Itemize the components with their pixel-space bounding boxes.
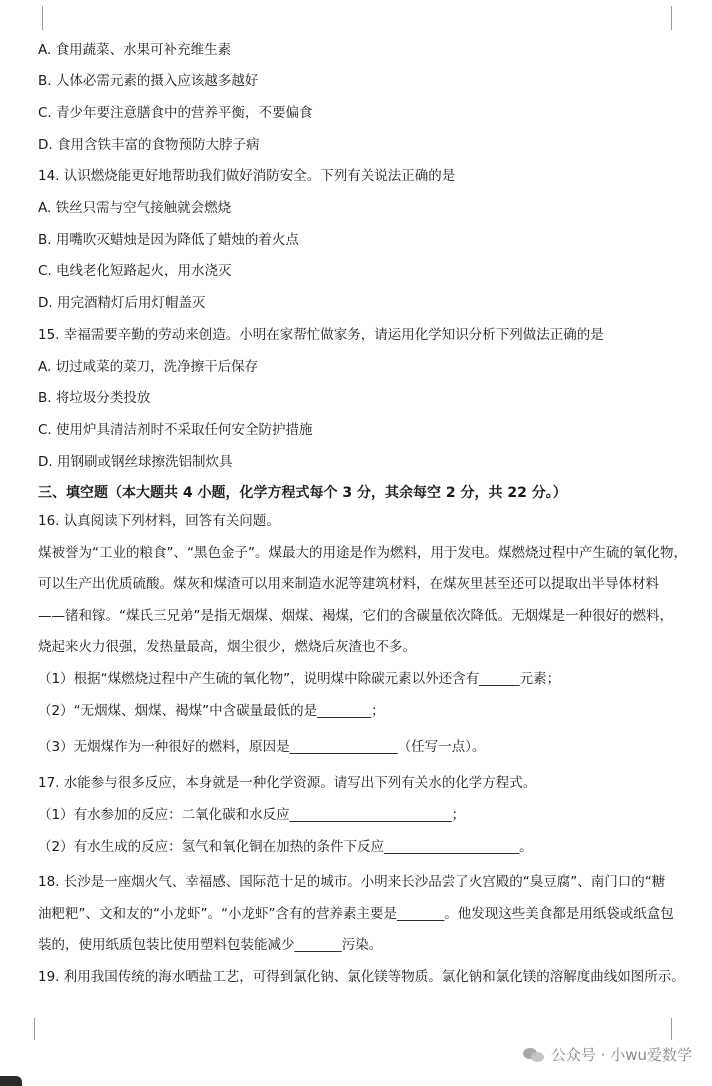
option-14b: B. 用嘴吹灭蜡烛是因为降低了蜡烛的着火点 <box>38 232 299 248</box>
option-14d: D. 用完酒精灯后用灯帽盖灭 <box>38 295 206 311</box>
option-13a: A. 食用蔬菜、水果可补充维生素 <box>38 42 232 58</box>
material-line-2: 可以生产出优质硫酸。煤灰和煤渣可以用来制造水泥等建筑材料，在煤灰里甚至还可以提取出半导体材料 <box>38 576 659 592</box>
corner-mark-top-right <box>671 6 684 30</box>
question-17: 17. 水能参与很多反应，本身就是一种化学资源。请写出下列有关水的化学方程式。 <box>38 775 537 791</box>
question-17-1: （1）有水参加的反应：二氧化碳和水反应________________________； <box>38 807 466 823</box>
watermark-text: 公众号 · 小wu爱数学 <box>550 1046 692 1064</box>
question-14: 14. 认识燃烧能更好地帮助我们做好消防安全。下列有关说法正确的是 <box>38 168 456 184</box>
corner-mark-top-left <box>30 6 43 30</box>
material-line-1: 煤被誉为“工业的粮食”、“黑色金子”。煤最大的用途是作为燃料，用于发电。煤燃烧过程中产生硫的氧化物， <box>38 545 687 561</box>
question-16-3: （3）无烟煤作为一种很好的燃料，原因是________________（任写一点）。 <box>38 739 486 755</box>
material-line-3: ——锗和镓。“煤氏三兄弟”是指无烟煤、烟煤、褐煤，它们的含碳量依次降低。无烟煤是一种很好的燃料， <box>38 608 673 624</box>
question-15: 15. 幸福需要辛勤的劳动来创造。小明在家帮忙做家务，请运用化学知识分析下列做法正确的是 <box>38 327 604 343</box>
corner-tab <box>0 1076 22 1086</box>
option-15c: C. 使用炉具清洁剂时不采取任何安全防护措施 <box>38 422 313 438</box>
option-15d: D. 用钢刷或钢丝球擦洗铝制炊具 <box>38 454 233 470</box>
watermark <box>523 1044 692 1065</box>
question-18-line-2: 油粑粑”、文和友的“小龙虾”。“小龙虾”含有的营养素主要是_______。他发现这些美食都是用纸袋或纸盒包 <box>38 906 674 922</box>
option-14c: C. 电线老化短路起火，用水浇灭 <box>38 263 232 279</box>
question-17-2: （2）有水生成的反应：氢气和氧化铜在加热的条件下反应____________________。 <box>38 839 533 855</box>
material-line-4: 烧起来火力很强，发热量最高，烟尘很少，燃烧后灰渣也不多。 <box>38 639 416 655</box>
option-15b: B. 将垃圾分类投放 <box>38 390 151 406</box>
corner-mark-bottom-right <box>671 1018 684 1040</box>
option-13d: D. 食用含铁丰富的食物预防大脖子病 <box>38 137 260 153</box>
section-heading: 三、填空题（本大题共 4 小题，化学方程式每个 3 分，其余每空 2 分，共 22 分。） <box>38 485 567 501</box>
option-15a: A. 切过咸菜的菜刀，洗净擦干后保存 <box>38 359 259 375</box>
question-18-line-3: 装的，使用纸质包装比使用塑料包装能减少_______污染。 <box>38 937 383 953</box>
question-16-2: （2）“无烟煤、烟煤、褐煤”中含碳量最低的是________； <box>38 703 385 719</box>
wechat-icon <box>523 1046 545 1064</box>
corner-mark-bottom-left <box>22 1018 35 1040</box>
option-13b: B. 人体必需元素的摄入应该越多越好 <box>38 73 259 89</box>
question-16-1: （1）根据“煤燃烧过程中产生硫的氧化物”，说明煤中除碳元素以外还含有______元素； <box>38 671 561 687</box>
option-13c: C. 青少年要注意膳食中的营养平衡，不要偏食 <box>38 105 313 121</box>
question-18-line-1: 18. 长沙是一座烟火气、幸福感、国际范十足的城市。小明来长沙品尝了火宫殿的“臭豆腐”、南门口的“糖 <box>38 874 666 890</box>
option-14a: A. 铁丝只需与空气接触就会燃烧 <box>38 200 232 216</box>
question-16: 16. 认真阅读下列材料，回答有关问题。 <box>38 513 280 529</box>
question-19: 19. 利用我国传统的海水晒盐工艺，可得到氯化钠、氯化镁等物质。氯化钠和氯化镁的溶解度曲线如图所示。 <box>38 969 685 985</box>
